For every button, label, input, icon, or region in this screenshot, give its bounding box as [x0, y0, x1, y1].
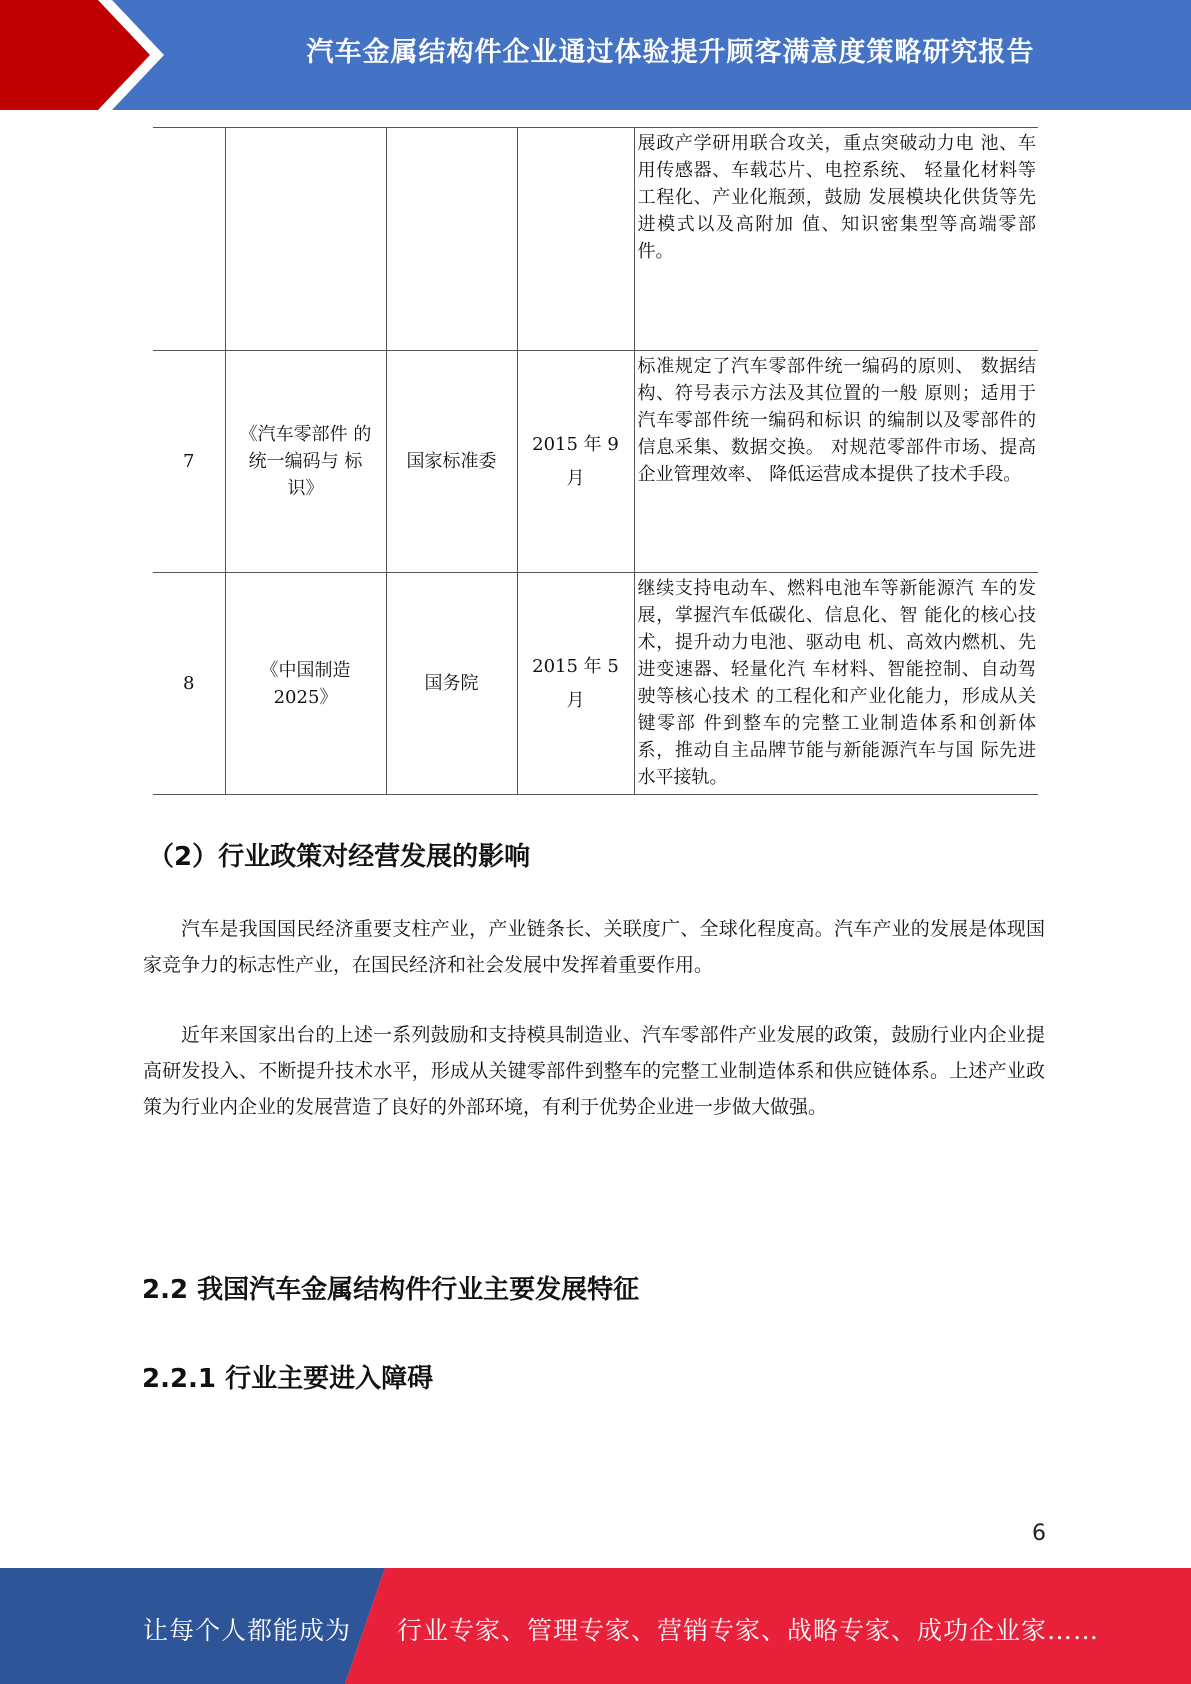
- footer-banner: [0, 1568, 1191, 1684]
- policy-content: 继续支持电动车、燃料电池车等新能源汽 车的发展，掌握汽车低碳化、信息化、智 能化的核心技术，提升动力电池、驱动电 机、高效内燃机、先进变速器、轻量化汽 车材料、智能控制、自动驾驶等核心技术 的工程化和产业化能力，形成从关键零部 件到整车的完整工业制造体系和创新体 系，推动自主品牌节能与新能源汽车与国 际先进水平接轨。: [634, 573, 1038, 795]
- footer-slogan-left: 让每个人都能成为: [143, 1616, 352, 1645]
- table-row: [153, 573, 1038, 795]
- table-row: [153, 128, 1038, 351]
- issue-date: 2015 年 5 月: [517, 573, 634, 795]
- issuing-body: [386, 128, 517, 351]
- issuing-body: 国家标准委: [386, 351, 517, 573]
- policy-name: [225, 128, 386, 351]
- policy-content: 标准规定了汽车零部件统一编码的原则、 数据结构、符号表示方法及其位置的一般 原则；适用于汽车零部件统一编码和标识 的编制以及零部件的信息采集、数据交换。 对规范零部件市场、提高企业管理效率、 降低运营成本提供了技术手段。: [634, 351, 1038, 573]
- issuing-body: 国务院: [386, 573, 517, 795]
- subsection-heading: （2）行业政策对经营发展的影响: [148, 842, 531, 872]
- body-paragraph-1: 汽车是我国国民经济重要支柱产业，产业链条长、关联度广、全球化程度高。汽车产业的发展是体现国家竞争力的标志性产业，在国民经济和社会发展中发挥着重要作用。: [143, 918, 1045, 976]
- section-heading-2-2: 2.2 我国汽车金属结构件行业主要发展特征: [142, 1275, 640, 1305]
- footer-slogan-right: 行业专家、管理专家、营销专家、战略专家、成功企业家……: [397, 1616, 1100, 1645]
- row-number: [153, 128, 225, 351]
- row-number: 7: [153, 351, 225, 573]
- policy-name: 《中国制造 2025》: [225, 573, 386, 795]
- issue-date: 2015 年 9 月: [517, 351, 634, 573]
- header-banner: [0, 0, 1191, 110]
- document-title: 汽车金属结构件企业通过体验提升顾客满意度策略研究报告: [306, 37, 1035, 68]
- row-number: 8: [153, 573, 225, 795]
- issue-date: [517, 128, 634, 351]
- table-row: [153, 351, 1038, 573]
- section-heading-2-2-1: 2.2.1 行业主要进入障碍: [142, 1364, 434, 1394]
- policy-content: 展政产学研用联合攻关，重点突破动力电 池、车用传感器、车载芯片、电控系统、 轻量化材料等工程化、产业化瓶颈，鼓励 发展模块化供货等先进模式以及高附加 值、知识密集型等高端零部件。: [634, 128, 1038, 351]
- policy-table: [153, 127, 1038, 795]
- body-paragraph-2: 近年来国家出台的上述一系列鼓励和支持模具制造业、汽车零部件产业发展的政策，鼓励行业内企业提高研发投入、不断提升技术水平，形成从关键零部件到整车的完整工业制造体系和供应链体系。上述产业政策为行业内企业的发展营造了良好的外部环境，有利于优势企业进一步做大做强。: [143, 1024, 1045, 1118]
- policy-name: 《汽车零部件 的统一编码与 标识》: [225, 351, 386, 573]
- page-number: 6: [1032, 1521, 1046, 1546]
